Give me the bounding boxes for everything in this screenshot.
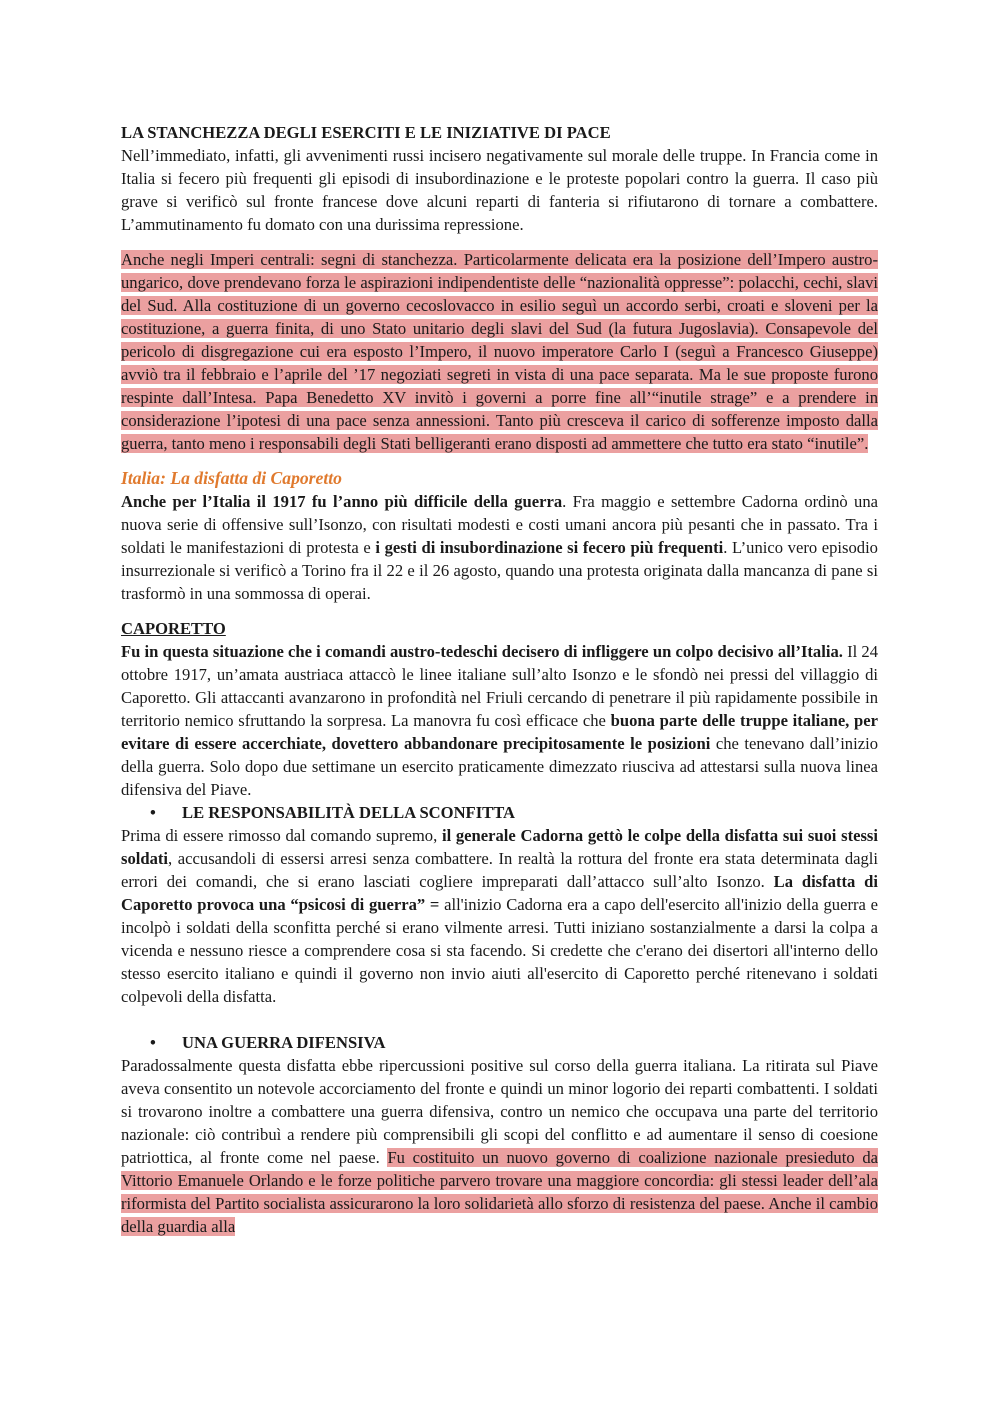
bold-text: il generale Cadorna gettò le colpe della disfatta sui suoi stessi soldati (121, 826, 878, 868)
highlighted-text: Fu costituito un nuovo governo di coalizione nazionale presieduto da Vittorio Emanuele Orlando e le forze politiche parvero trovare una maggiore concordia: gli stessi leader dell’ala riformista del Partito socialista assicurarono la loro solidarietà allo sforzo di resistenza del paese. Anche il cambio della guardia alla (121, 1148, 878, 1236)
bullet-label: UNA GUERRA DIFENSIVA (182, 1033, 386, 1052)
text-run: Il 24 ottobre 1917, un’amata austriaca attaccò le linee italiane sull’alto Isonzo e le sfondò nei pressi del villaggio di Caporetto. Gli attaccanti avanzarono in profondità nel Friuli cercando di penetrare il più rapidamente possibile in territorio nemico sfruttando la sorpresa. La manovra fu così efficace che (121, 642, 879, 730)
bold-text: Fu in questa situazione che i comandi austro-tedeschi decisero di infliggere un colpo decisivo all’Italia. (121, 642, 843, 661)
bold-text: i gesti di insubordinazione si fecero più frequenti (375, 538, 724, 557)
bullet-heading-guerra-difensiva (121, 1031, 878, 1054)
document-page (121, 121, 878, 1238)
text-run: Prima di essere rimosso dal comando supremo, (121, 826, 442, 845)
bold-text: Anche per l’Italia il 1917 fu l’anno più difficile della guerra (121, 492, 563, 511)
paragraph-ammutinamento: Nell’immediato, infatti, gli avvenimenti russi incisero negativamente sul morale delle truppe. In Francia come in Italia si fecero più frequenti gli episodi di insubordinazione e le proteste popolari contro la guerra. Il caso più grave si verificò sul fronte francese dove alcuni reparti di fanteria si rifiutarono di tornare a combattere. L’ammutinamento fu domato con una durissima repressione. (121, 146, 878, 234)
paragraph-1917 (121, 490, 878, 605)
subheading-caporetto: Italia: La disfatta di Caporetto (121, 468, 342, 488)
paragraph-guerra-difensiva (121, 1054, 878, 1238)
section-title-stanchezza: LA STANCHEZZA DEGLI ESERCITI E LE INIZIATIVE DI PACE (121, 123, 611, 142)
highlighted-text: Anche negli Imperi centrali: segni di stanchezza. Particolarmente delicata era la posizione dell’Impero austro-ungarico, dove prendevano forza le aspirazioni indipendentiste delle “nazionalità oppresse”: polacchi, cechi, slavi del Sud. Alla costituzione di un governo cecoslovacco in esilio seguì un accordo serbi, croati e sloveni per la costituzione, a guerra finita, di uno Stato unitario degli slavi del Sud (la futura Jugoslavia). Consapevole del pericolo di disgregazione cui era esposto l’Impero, il nuovo imperatore Carlo I (seguì a Francesco Giuseppe) avviò tra il febbraio e l’aprile del ’17 negoziati segreti in vista di una pace separata. Ma le sue proposte furono respinte dall’Intesa. Papa Benedetto XV invitò i governi a porre fine all’“inutile strage” e a prendere in considerazione l’ipotesi di una pace senza annessioni. Tanto più cresceva il carico di sofferenze imposto dalla guerra, tanto meno i responsabili degli Stati belligeranti erano disposti ad ammettere che tutto era stato “inutile”. (121, 250, 878, 453)
section-title-caporetto: CAPORETTO (121, 619, 226, 638)
text-run: , accusandoli di essersi arresi senza combattere. In realtà la rottura del fronte era stata determinata dagli errori dei comandi, che si erano lasciati cogliere impreparati dall’attacco sull’alto Isonzo. (121, 849, 878, 891)
bullet-icon: • (150, 1033, 156, 1052)
bullet-label: LE RESPONSABILITÀ DELLA SCONFITTA (182, 803, 516, 822)
text-run: all'inizio Cadorna era a capo dell'esercito all'inizio della guerra e incolpò i soldati della sconfitta perché si erano vilmente arresi. Tutti iniziano sostanzialmente a darsi la colpa a vicenda e nessuno riesce a comprendere cosa si sta facendo. Si credette che c'erano dei disertori all'interno dello stesso esercito italiano e quindi il governo non invio aiuti all'esercito di Caporetto perché ritenevano i soldati colpevoli della disfatta. (121, 895, 878, 1006)
text-run: . Fra maggio e settembre Cadorna ordinò una nuova serie di offensive sull’Isonzo, con risultati modesti e costi umani ancora più pesanti che in passato. Tra i soldati le manifestazioni di protesta e (121, 492, 878, 557)
bold-text: buona parte delle truppe italiane, per evitare di essere accerchiate, dovettero abbandonare precipitosamente le posizioni (121, 711, 878, 753)
text-run: che tenevano dall’inizio della guerra. Solo dopo due settimane un esercito praticamente dimezzato riusciva ad attestarsi sulla nuova linea difensiva del Piave. (121, 734, 878, 799)
paragraph-caporetto (121, 640, 878, 801)
bullet-icon: • (150, 803, 156, 822)
bullet-heading-responsabilita (121, 801, 878, 824)
text-run: . L’unico vero episodio insurrezionale si verificò a Torino fra il 22 e il 26 agosto, quando una protesta originata dalla mancanza di pane si trasformò in una sommossa di operai. (121, 538, 878, 603)
bold-text: La disfatta di Caporetto provoca una “psicosi di guerra” = (121, 872, 878, 914)
paragraph-responsabilita (121, 824, 878, 1008)
text-run: Paradossalmente questa disfatta ebbe ripercussioni positive sul corso della guerra italiana. La ritirata sul Piave aveva consentito un notevole accorciamento del fronte e quindi un minor logorio dei reparti combattenti. I soldati si trovarono inoltre a combattere una guerra difensiva, contro un nemico che occupava una parte del territorio nazionale: ciò contribuì a rendere più comprensibili gli scopi del conflitto e ad aumentare il senso di coesione patriottica, al fronte come nel paese. (121, 1056, 878, 1167)
paragraph-imperi-centrali (121, 248, 878, 455)
